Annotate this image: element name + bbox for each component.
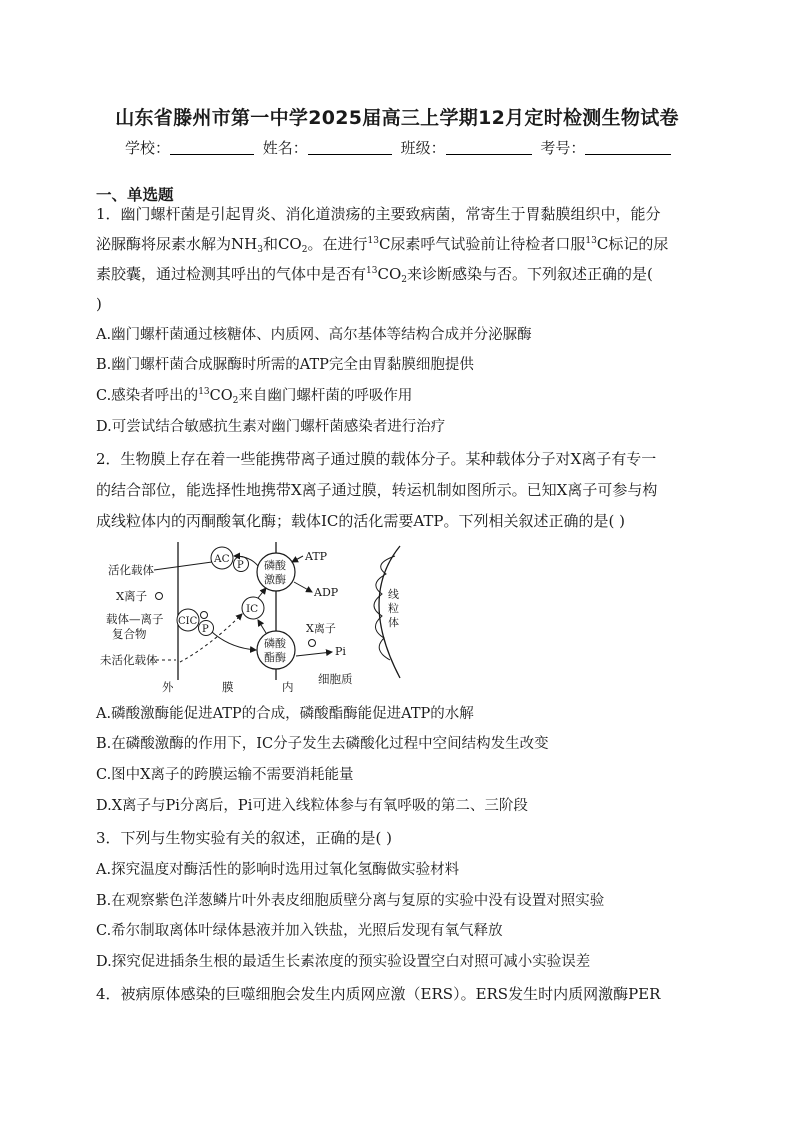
arrow-ic-to-kinase bbox=[258, 588, 266, 598]
q1-l2-text-b: 和CO bbox=[262, 235, 302, 253]
student-info-row bbox=[125, 137, 675, 158]
label-outside: 外 bbox=[162, 680, 174, 694]
q2-option-c[interactable]: C.图中X离子的跨膜运输不需要消耗能量 bbox=[96, 767, 354, 783]
q1-l2-text-a: 泌脲酶将尿素水解为NH bbox=[96, 235, 258, 253]
q2-line-3: 成线粒体内的丙酮酸氧化酶；载体IC的活化需要ATP。下列相关叙述正确的是( ) bbox=[96, 512, 625, 530]
number-blank[interactable] bbox=[585, 140, 671, 155]
q1-l3-text-a: 素胶囊，通过检测其呼出的气体中是否有 bbox=[96, 265, 367, 283]
q1-line-4: ) bbox=[96, 295, 102, 313]
q2-option-a[interactable]: A.磷酸激酶能促进ATP的合成，磷酸酯酶能促进ATP的水解 bbox=[96, 706, 474, 722]
q1-l2-sub-2: 2 bbox=[301, 245, 308, 255]
adp-arrow bbox=[294, 582, 312, 592]
q1-l2-sup-2: 13 bbox=[585, 236, 597, 246]
mito-label-3: 体 bbox=[388, 616, 399, 629]
label-complex-1: 载体—离子 bbox=[106, 612, 164, 626]
page-title: 山东省滕州市第一中学2025届高三上学期12月定时检测生物试卷 bbox=[115, 107, 679, 129]
q1-l3-sup: 13 bbox=[366, 266, 378, 276]
label-x-ion: X离子 bbox=[116, 589, 148, 603]
q3-option-c[interactable]: C.希尔制取离体叶绿体悬液并加入铁盐，光照后发现有氧气释放 bbox=[96, 923, 503, 939]
q1-line-1: 1．幽门螺杆菌是引起胃炎、消化道溃疡的主要致病菌，常寄生于胃黏膜组织中，能分 bbox=[96, 205, 661, 223]
adp-label: ADP bbox=[314, 586, 339, 599]
q1-line-3 bbox=[96, 264, 653, 284]
q1-optc-sub: 2 bbox=[232, 396, 239, 406]
mito-label-2: 粒 bbox=[388, 602, 399, 615]
q1-optc-text-c: 来自幽门螺杆菌的呼吸作用 bbox=[238, 388, 413, 404]
phosphatase-label-2: 酯酶 bbox=[264, 651, 286, 664]
label-inactive-carrier: 未活化载体 bbox=[100, 653, 158, 667]
label-inside: 内 bbox=[282, 680, 294, 694]
q1-optc-sup: 13 bbox=[198, 387, 210, 397]
x-ion-on-complex bbox=[201, 612, 208, 619]
q1-option-b[interactable]: B.幽门螺杆菌合成脲酶时所需的ATP完全由胃黏膜细胞提供 bbox=[96, 357, 474, 373]
q3-stem: 3．下列与生物实验有关的叙述，正确的是( ) bbox=[96, 829, 393, 847]
x-ion-inside-marker bbox=[309, 640, 316, 647]
q1-option-d[interactable]: D.可尝试结合敏感抗生素对幽门螺杆菌感染者进行治疗 bbox=[96, 419, 446, 435]
q1-l2-text-c: 。在进行 bbox=[307, 235, 368, 253]
x-ion-inside-label: X离子 bbox=[306, 622, 336, 635]
q1-l3-text-c: 来诊断感染与否。下列叙述正确的是( bbox=[406, 265, 653, 283]
carrier-transport-diagram bbox=[100, 538, 410, 696]
q3-option-a[interactable]: A.探究温度对酶活性的影响时选用过氧化氢酶做实验材料 bbox=[96, 862, 460, 878]
class-blank[interactable] bbox=[446, 140, 532, 155]
q1-l2-sup-1: 13 bbox=[367, 236, 379, 246]
label-activated-carrier: 活化载体 bbox=[108, 563, 154, 577]
kinase-label-1: 磷酸 bbox=[264, 559, 286, 572]
label-cytoplasm: 细胞质 bbox=[318, 672, 353, 686]
ac-label: AC bbox=[214, 553, 230, 565]
number-label: 考号： bbox=[540, 139, 586, 157]
phosphatase-label-1: 磷酸 bbox=[264, 637, 286, 650]
q4-stem: 4．被病原体感染的巨噬细胞会发生内质网应激（ERS）。ERS发生时内质网激酶PER bbox=[96, 985, 661, 1003]
arrow-phosphatase-to-ic bbox=[258, 620, 266, 633]
q1-l2-text-d: C尿素呼气试验前让待检者口服 bbox=[378, 235, 586, 253]
ic-label: IC bbox=[246, 603, 259, 615]
q1-optc-text-a: C.感染者呼出的 bbox=[96, 388, 199, 404]
label-membrane: 膜 bbox=[222, 680, 234, 694]
q2-line-1: 2．生物膜上存在着一些能携带离子通过膜的载体分子。某种载体分子对X离子有专一 bbox=[96, 450, 657, 468]
atp-label: ATP bbox=[305, 550, 328, 563]
p-label-left: P bbox=[202, 624, 209, 635]
q2-option-b[interactable]: B.在磷酸激酶的作用下，IC分子发生去磷酸化过程中空间结构发生改变 bbox=[96, 736, 549, 752]
q1-option-a[interactable]: A.幽门螺杆菌通过核糖体、内质网、高尔基体等结构合成并分泌脲酶 bbox=[96, 327, 532, 343]
name-blank[interactable] bbox=[308, 140, 392, 155]
q3-option-d[interactable]: D.探究促进插条生根的最适生长素浓度的预实验设置空白对照可减小实验误差 bbox=[96, 954, 591, 970]
q1-optc-text-b: CO bbox=[209, 388, 233, 404]
q1-l3-text-b: CO bbox=[377, 265, 402, 283]
mito-label-1: 线 bbox=[388, 588, 399, 601]
q2-option-d[interactable]: D.X离子与Pi分离后，Pi可进入线粒体参与有氧呼吸的第二、三阶段 bbox=[96, 798, 528, 814]
cic-label: CIC bbox=[178, 616, 198, 627]
q1-line-2 bbox=[96, 234, 668, 254]
pi-label: Pi bbox=[335, 645, 346, 658]
q1-l3-sub: 2 bbox=[401, 275, 407, 285]
section-title: 一、单选题 bbox=[96, 186, 174, 204]
q3-option-b[interactable]: B.在观察紫色洋葱鳞片叶外表皮细胞质壁分离与复原的实验中没有设置对照实验 bbox=[96, 893, 605, 909]
arrow-complex-to-phosphatase bbox=[212, 632, 256, 650]
pi-arrow bbox=[296, 652, 332, 656]
school-blank[interactable] bbox=[170, 140, 254, 155]
q1-l2-text-e: C标记的尿 bbox=[596, 235, 669, 253]
x-ion-marker-left bbox=[156, 593, 163, 600]
p-label-top: P bbox=[237, 560, 244, 571]
name-label: 姓名： bbox=[262, 139, 308, 157]
kinase-label-2: 激酶 bbox=[264, 573, 286, 586]
activated-carrier-line bbox=[154, 562, 212, 570]
class-label: 班级： bbox=[400, 139, 446, 157]
label-complex-2: 复合物 bbox=[112, 627, 147, 641]
q1-l2-sub-1: 3 bbox=[257, 245, 263, 255]
school-label: 学校： bbox=[125, 139, 171, 157]
atp-arrow bbox=[292, 556, 303, 562]
q2-line-2: 的结合部位，能选择性地携带X离子通过膜，转运机制如图所示。已知X离子可参与构 bbox=[96, 481, 658, 499]
q1-option-c[interactable] bbox=[96, 386, 412, 406]
